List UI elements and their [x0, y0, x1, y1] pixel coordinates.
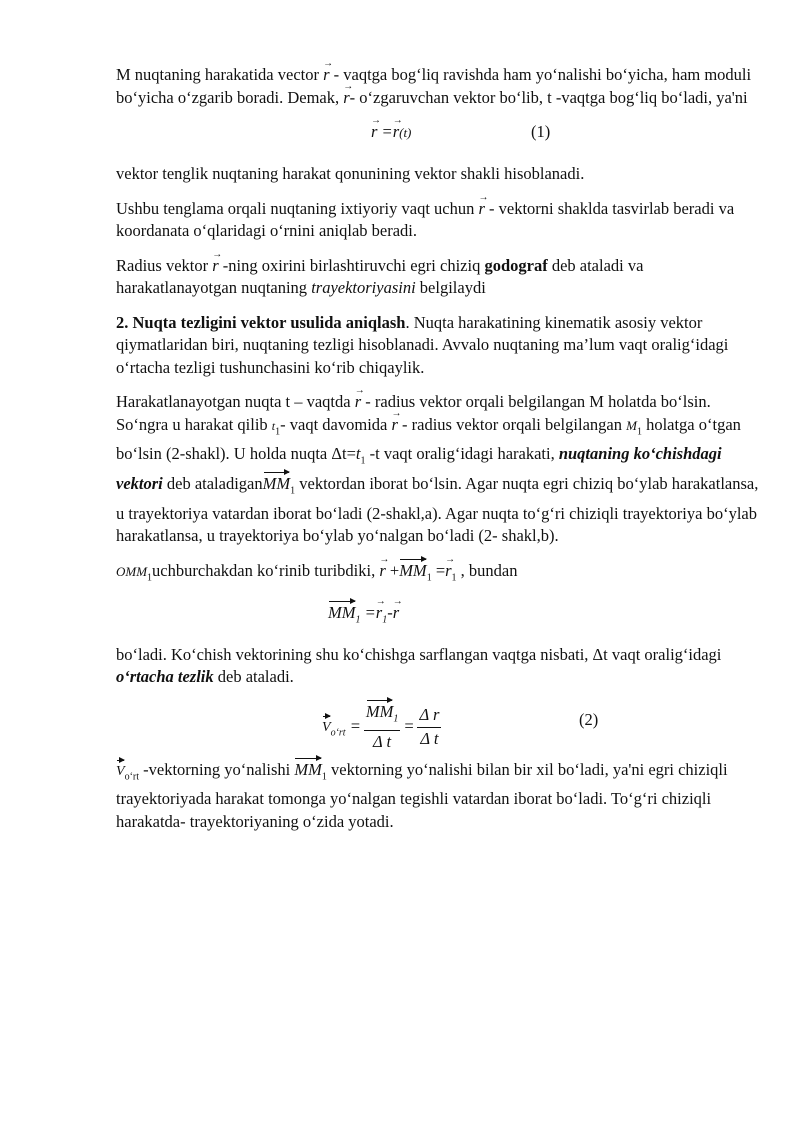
- paragraph-8: bo‘ladi. Ko‘chish vektorining shu ko‘chishga sarflangan vaqtga nisbati, Δt vaqt oralig‘idagi o‘rtacha tezlik deb ataladi.: [116, 644, 722, 687]
- vector-r: → r: [343, 87, 349, 110]
- paragraph-6: Harakatlanayotgan nuqta t – vaqtda → r - radius vektor orqali belgilangan M holatda bo‘lsin. So‘ngra u harakat qilib $t_1-$ vaqt davomida → r - radius vektor orqali belgilangan $M_1$ holatga o‘tgan bo‘lsin (2-shakl). U holda nuqta $\Delta t=t_1$ -t vaqt oralig‘idagi harakati, nuqtaning ko‘chishdagi vektori deb ataladiganMM$_1$ vektordan iborat bo‘lsin. Agar nuqta egri chiziq bo‘ylab harakatlansa, u trayektoriya vatardan iborat bo‘ladi (2-shakl,a). Agar nuqta to‘g‘ri chiziqli trayektoriya bo‘ylab harakatlansa, u trayektoriya bo‘ylab yo‘nalgan bo‘ladi (2- shakl,b).: [116, 391, 766, 548]
- paragraph-9: $V_{o‘rt}$ -vektorning yo‘nalishi $MM_1$ vektorning yo‘nalishi bilan bir xil bo‘ladi, ya'ni egri chiziqli trayektoriyada harakat tomonga yo‘nalgan tegishli vatardan iborat bo‘ladi. To‘g‘ri chiziqli harakatda- trayektoriyaning o‘zida yotadi.: [116, 759, 728, 831]
- vector-mm1: MM: [263, 473, 291, 496]
- equation-1: → r =→ r(t) (1): [116, 121, 766, 151]
- term-displacement-vector: nuqtaning ko‘chishdagi vektori: [116, 444, 722, 494]
- equation-number: (1): [531, 122, 551, 141]
- document-page: [116, 64, 766, 845]
- term-godograf: godograf: [484, 255, 548, 275]
- paragraph-2: vektor tenglik nuqtaning harakat qonunining vektor shakli hisoblanadi.: [116, 164, 585, 183]
- equation-displacement: $MM_1 =\to r_1-\to r$: [116, 602, 766, 632]
- paragraph-4: Radius vektor → r -ning oxirini birlashtiruvchi egri chiziq godograf deb ataladi va harakatlanayotgan nuqtaning trayektoriyasini belgilaydi: [116, 255, 766, 300]
- paragraph-3: Ushbu tenglama orqali nuqtaning ixtiyoriy vaqt uchun → r - vektorni shaklda tasvirlab beradi va koordanata o‘qlaridagi o‘rnini aniqlab beradi.: [116, 198, 766, 243]
- term-average-velocity: o‘rtacha tezlik: [116, 667, 214, 687]
- paragraph-7: $OMM_1uchburchakdan$ ko‘rinib turibdiki, → $r +MM_1 =\to r_1$ , bundan: [116, 560, 766, 590]
- section-heading: 2. Nuqta tezligini vektor usulida aniqlash: [116, 312, 406, 332]
- vector-r: → r: [323, 64, 329, 87]
- paragraph-1: M nuqtaning harakatida vector → r - vaqtga bog‘liq ravishda ham yo‘nalishi bo‘yicha, ham moduli bo‘yicha o‘zgarib boradi. Demak, → r- o‘zgaruvchan vektor bo‘lib, t -vaqtga bog‘liq bo‘ladi, ya'ni: [116, 64, 766, 109]
- equation-number: (2): [579, 709, 599, 729]
- equation-2: $V_{o‘rt}$ = $\frac{MM_1}{\text{Δ t}}$ = $\frac{\text{Δ r}}{\text{Δ t}}$ (2): [322, 701, 599, 752]
- paragraph-5: 2. Nuqta tezligini vektor usulida aniqlash. Nuqta harakatining kinematik asosiy vektor qiymatlaridan biri, nuqtaning tezligi hisoblanadi. Avvalo nuqtaning ma’lum vaqt oralig‘idagi o‘rtacha tezligi tushunchasini ko‘rib chiqaylik.: [116, 312, 729, 377]
